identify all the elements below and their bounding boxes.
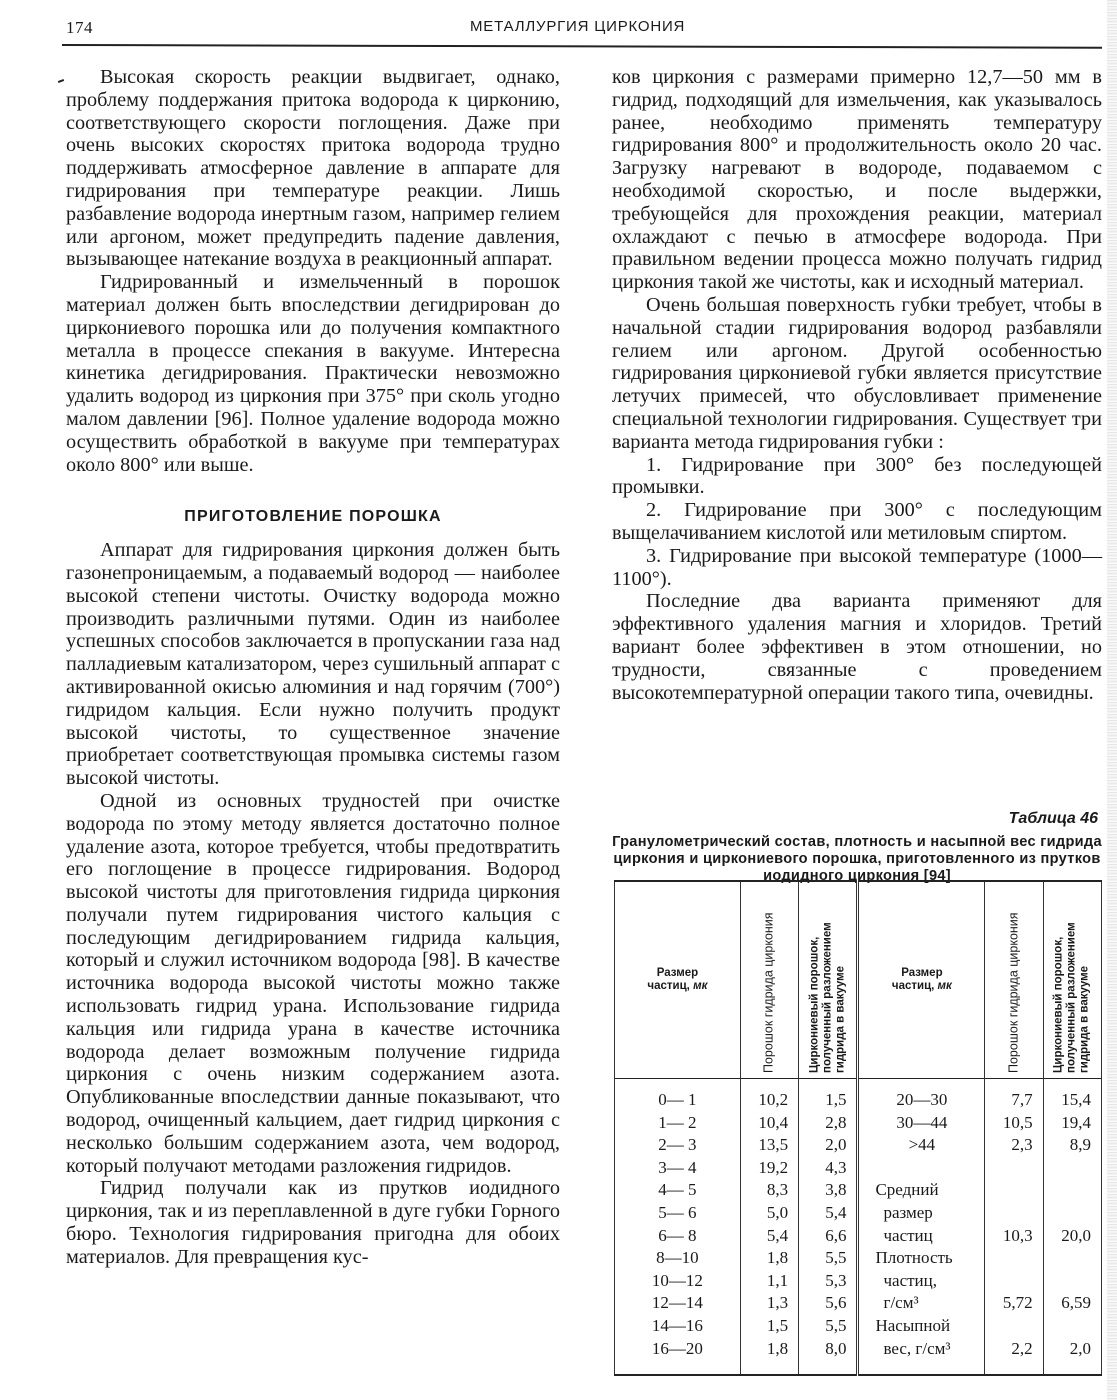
table-body xyxy=(615,1079,1102,1376)
cell-hydride-right: 10,5 xyxy=(985,1112,1043,1135)
scan-edge-noise xyxy=(1107,0,1117,1400)
paragraph: Гидрированный и измельченный в порошок материал должен быть впоследствии дегидрирован до циркониевого порошка или до получения компактного металла в процессе спекания в вакууме. Интересна кинетика дегидрирования. Практически невозможно удалить водород из циркония при 375° при сколь угодно малом давлении [96]. Полное удаление водорода можно осуществить обработкой в вакууме при температурах около 800° или выше. xyxy=(66,271,560,476)
cell-zr-left: 8,0 xyxy=(799,1338,858,1376)
cell-hydride-left: 1,8 xyxy=(740,1247,798,1270)
header-size-left: Размер частиц, мк xyxy=(615,881,741,1079)
cell-hydride-left: 10,4 xyxy=(740,1112,798,1135)
cell-size-range-right: частиц, xyxy=(858,1270,985,1293)
cell-zr-right xyxy=(1043,1179,1101,1202)
header-zr-powder-right: Циркониевый порошок, полученный разложением гидрида в вакууме xyxy=(1043,881,1101,1079)
paragraph: Очень большая поверхность губки требует, чтобы в начальной стадии гидрирования водород разбавляли гелием или аргоном. Другой особенностью гидрирования циркониевой губки является присутствие летучих примесей, что обусловливает применение специальной технологии гидрирования. Существует три варианта метода гидрирования губки : xyxy=(612,293,1102,453)
cell-hydride-right xyxy=(985,1157,1043,1180)
cell-hydride-right xyxy=(985,1315,1043,1338)
cell-zr-left: 5,5 xyxy=(799,1315,858,1338)
cell-size-range-left: 8—10 xyxy=(615,1247,741,1270)
paragraph: Гидрид получали как из прутков иодидного циркония, так и из переплавленной в дуге губки Горного бюро. Технология гидрирования пригодна для обоих материалов. Для превращения кус- xyxy=(66,1177,560,1268)
cell-hydride-left: 8,3 xyxy=(740,1179,798,1202)
header-hydride-powder-right: Порошок гидрида циркония xyxy=(985,881,1043,1079)
cell-size-range-left: 5— 6 xyxy=(615,1202,741,1225)
page-header xyxy=(0,0,1117,48)
cell-size-range-left: 10—12 xyxy=(615,1270,741,1293)
cell-zr-left: 5,5 xyxy=(799,1247,858,1270)
cell-zr-left: 3,8 xyxy=(799,1179,858,1202)
cell-size-range-left: 4— 5 xyxy=(615,1179,741,1202)
cell-zr-right xyxy=(1043,1270,1101,1293)
paragraph: Высокая скорость реакции выдвигает, однако, проблему поддержания притока водорода к цирконию, соответствующего скорости поглощения. Даже при очень высоких скоростях притока водорода трудно поддерживать атмосферное давление в аппарате для гидрирования при температуре реакции. Лишь разбавление водорода инертным газом, например гелием или аргоном, может предупредить падение давления, вызывающее натекание воздуха в реакционный аппарат. xyxy=(66,66,560,271)
cell-size-range-right xyxy=(858,1157,985,1180)
cell-hydride-right xyxy=(985,1247,1043,1270)
cell-size-range-right: вес, г/см³ xyxy=(858,1338,985,1376)
table-row xyxy=(615,1157,1102,1180)
list-item: 3. Гидрирование при высокой температуре (1000—1100°). xyxy=(612,544,1102,590)
cell-zr-right: 8,9 xyxy=(1043,1134,1101,1157)
cell-zr-right xyxy=(1043,1247,1101,1270)
header-zr-powder-left: Циркониевый порошок, полученный разложением гидрида в вакууме xyxy=(799,881,858,1079)
table-row xyxy=(615,1225,1102,1248)
cell-size-range-right: частиц xyxy=(858,1225,985,1248)
list-item: 2. Гидрирование при 300° с последующим выщелачиванием кислотой или метиловым спиртом. xyxy=(612,499,1102,544)
cell-size-range-right: Плотность xyxy=(858,1247,985,1270)
cell-zr-right xyxy=(1043,1157,1101,1180)
cell-size-range-right: Насыпной xyxy=(858,1315,985,1338)
cell-size-range-right: размер xyxy=(858,1202,985,1225)
cell-zr-right: 2,0 xyxy=(1043,1338,1101,1376)
table-row xyxy=(615,1179,1102,1202)
table-caption xyxy=(612,810,1102,885)
cell-hydride-left: 19,2 xyxy=(740,1157,798,1180)
table-row xyxy=(615,1315,1102,1338)
table-row xyxy=(615,1292,1102,1315)
cell-size-range-left: 14—16 xyxy=(615,1315,741,1338)
cell-zr-right: 15,4 xyxy=(1043,1079,1101,1112)
cell-size-range-left: 3— 4 xyxy=(615,1157,741,1180)
paragraph-continuation: ков циркония с размерами примерно 12,7—50 мм в гидрид, подходящий для измельчения, как указывалось ранее, необходимо применять температуру гидрирования 800° и продолжительность около 20 час. Загрузку нагревают в водороде, подаваемом с необходимой скоростью, и после выдержки, требующейся для прохождения реакции, материал охлаждают с печью в атмосфере водорода. При правильном ведении процесса можно получать гидрид циркония такой же чистоты, как и исходный материал. xyxy=(612,66,1102,294)
paragraph: Аппарат для гидрирования циркония должен быть газонепроницаемым, а подаваемый водород — наиболее высокой степени чистоты. Очистку водорода можно производить различными путями. Один из наиболее успешных способов заключается в пропускании газа над палладиевым катализатором, через сушильный аппарат с активированной окисью алюминия и над горячим (700°) гидридом кальция. Если нужно получить продукт высокой чистоты, то существенное значение приобретает соответствующая промывка системы газом высокой чистоты. xyxy=(66,539,560,790)
cell-zr-right: 6,59 xyxy=(1043,1292,1101,1315)
cell-hydride-right xyxy=(985,1179,1043,1202)
cell-hydride-left: 10,2 xyxy=(740,1079,798,1112)
cell-hydride-right: 10,3 xyxy=(985,1225,1043,1248)
cell-size-range-right: 20—30 xyxy=(858,1079,985,1112)
header-size-right: Размер частиц, мк xyxy=(858,881,985,1079)
header-rule xyxy=(62,44,1102,48)
cell-hydride-right: 7,7 xyxy=(985,1079,1043,1112)
cell-zr-right xyxy=(1043,1202,1101,1225)
margin-mark xyxy=(58,79,64,83)
cell-size-range-right: г/см³ xyxy=(858,1292,985,1315)
table-row xyxy=(615,1112,1102,1135)
cell-hydride-right: 2,2 xyxy=(985,1338,1043,1376)
cell-hydride-left: 5,4 xyxy=(740,1225,798,1248)
cell-zr-left: 2,0 xyxy=(799,1134,858,1157)
cell-hydride-left: 1,3 xyxy=(740,1292,798,1315)
left-column xyxy=(66,66,560,1269)
cell-size-range-left: 16—20 xyxy=(615,1338,741,1376)
section-heading: ПРИГОТОВЛЕНИЕ ПОРОШКА xyxy=(184,508,442,526)
table-header-row xyxy=(615,881,1102,1079)
cell-zr-left: 2,8 xyxy=(799,1112,858,1135)
cell-size-range-right: >44 xyxy=(858,1134,985,1157)
cell-zr-left: 4,3 xyxy=(799,1157,858,1180)
cell-size-range-left: 0— 1 xyxy=(615,1079,741,1112)
cell-hydride-left: 1,5 xyxy=(740,1315,798,1338)
cell-zr-left: 5,6 xyxy=(799,1292,858,1315)
cell-zr-right: 19,4 xyxy=(1043,1112,1101,1135)
cell-zr-left: 1,5 xyxy=(799,1079,858,1112)
cell-size-range-left: 2— 3 xyxy=(615,1134,741,1157)
header-hydride-powder-left: Порошок гидрида циркония xyxy=(740,881,798,1079)
cell-hydride-right xyxy=(985,1270,1043,1293)
table-row xyxy=(615,1270,1102,1293)
table-row xyxy=(615,1247,1102,1270)
cell-size-range-right: 30—44 xyxy=(858,1112,985,1135)
paragraph: Последние два варианта применяют для эффективного удаления магния и хлоридов. Третий вариант более эффективен в этом отношении, но трудности, связанные с проведением высокотемпературной операции такого типа, очевидны. xyxy=(612,590,1102,704)
cell-hydride-left: 13,5 xyxy=(740,1134,798,1157)
granulometry-table xyxy=(614,880,1102,1376)
cell-hydride-right: 2,3 xyxy=(985,1134,1043,1157)
table-label: Таблица 46 xyxy=(1008,810,1098,827)
cell-zr-left: 5,3 xyxy=(799,1270,858,1293)
cell-zr-left: 5,4 xyxy=(799,1202,858,1225)
paragraph: Одной из основных трудностей при очистке водорода по этому методу является достаточно полное удаление азота, которое требуется, чтобы предотвратить его поглощение в процессе гидрирования. Водород высокой чистоты для приготовления гидрида циркония получали путем гидрирования чистого кальция с последующим дегидрированием гидрида кальция, который и служил источником водорода [98]. В качестве источника водорода высокой чистоты можно также использовать гидрид урана. Использование гидрида кальция или гидрида урана в качестве источника водорода делает возможным получение гидрида циркония с очень низким содержанием азота. Опубликованные впоследствии данные показывают, что водород, очищенный кальцием, дает гидрид циркония с несколько большим содержанием азота, чем водород, который получают методами разложения гидридов. xyxy=(66,789,560,1177)
right-column xyxy=(612,66,1102,704)
cell-size-range-left: 1— 2 xyxy=(615,1112,741,1135)
table-row xyxy=(615,1202,1102,1225)
table-title: Гранулометрический состав, плотность и насыпной вес гидрида циркония и циркониевого порошка, приготовленного из прутков иодидного циркония [94] xyxy=(612,834,1102,884)
cell-size-range-right: Средний xyxy=(858,1179,985,1202)
cell-zr-right: 20,0 xyxy=(1043,1225,1101,1248)
cell-zr-right xyxy=(1043,1315,1101,1338)
cell-hydride-right xyxy=(985,1202,1043,1225)
cell-hydride-left: 1,8 xyxy=(740,1338,798,1376)
table-row xyxy=(615,1134,1102,1157)
cell-hydride-left: 1,1 xyxy=(740,1270,798,1293)
list-item: 1. Гидрирование при 300° без последующей промывки. xyxy=(612,453,1102,499)
running-title: МЕТАЛЛУРГИЯ ЦИРКОНИЯ xyxy=(470,18,686,35)
table-row xyxy=(615,1079,1102,1112)
table-row xyxy=(615,1338,1102,1376)
cell-zr-left: 6,6 xyxy=(799,1225,858,1248)
page-number: 174 xyxy=(66,18,93,37)
cell-hydride-right: 5,72 xyxy=(985,1292,1043,1315)
cell-size-range-left: 6— 8 xyxy=(615,1225,741,1248)
cell-hydride-left: 5,0 xyxy=(740,1202,798,1225)
cell-size-range-left: 12—14 xyxy=(615,1292,741,1315)
